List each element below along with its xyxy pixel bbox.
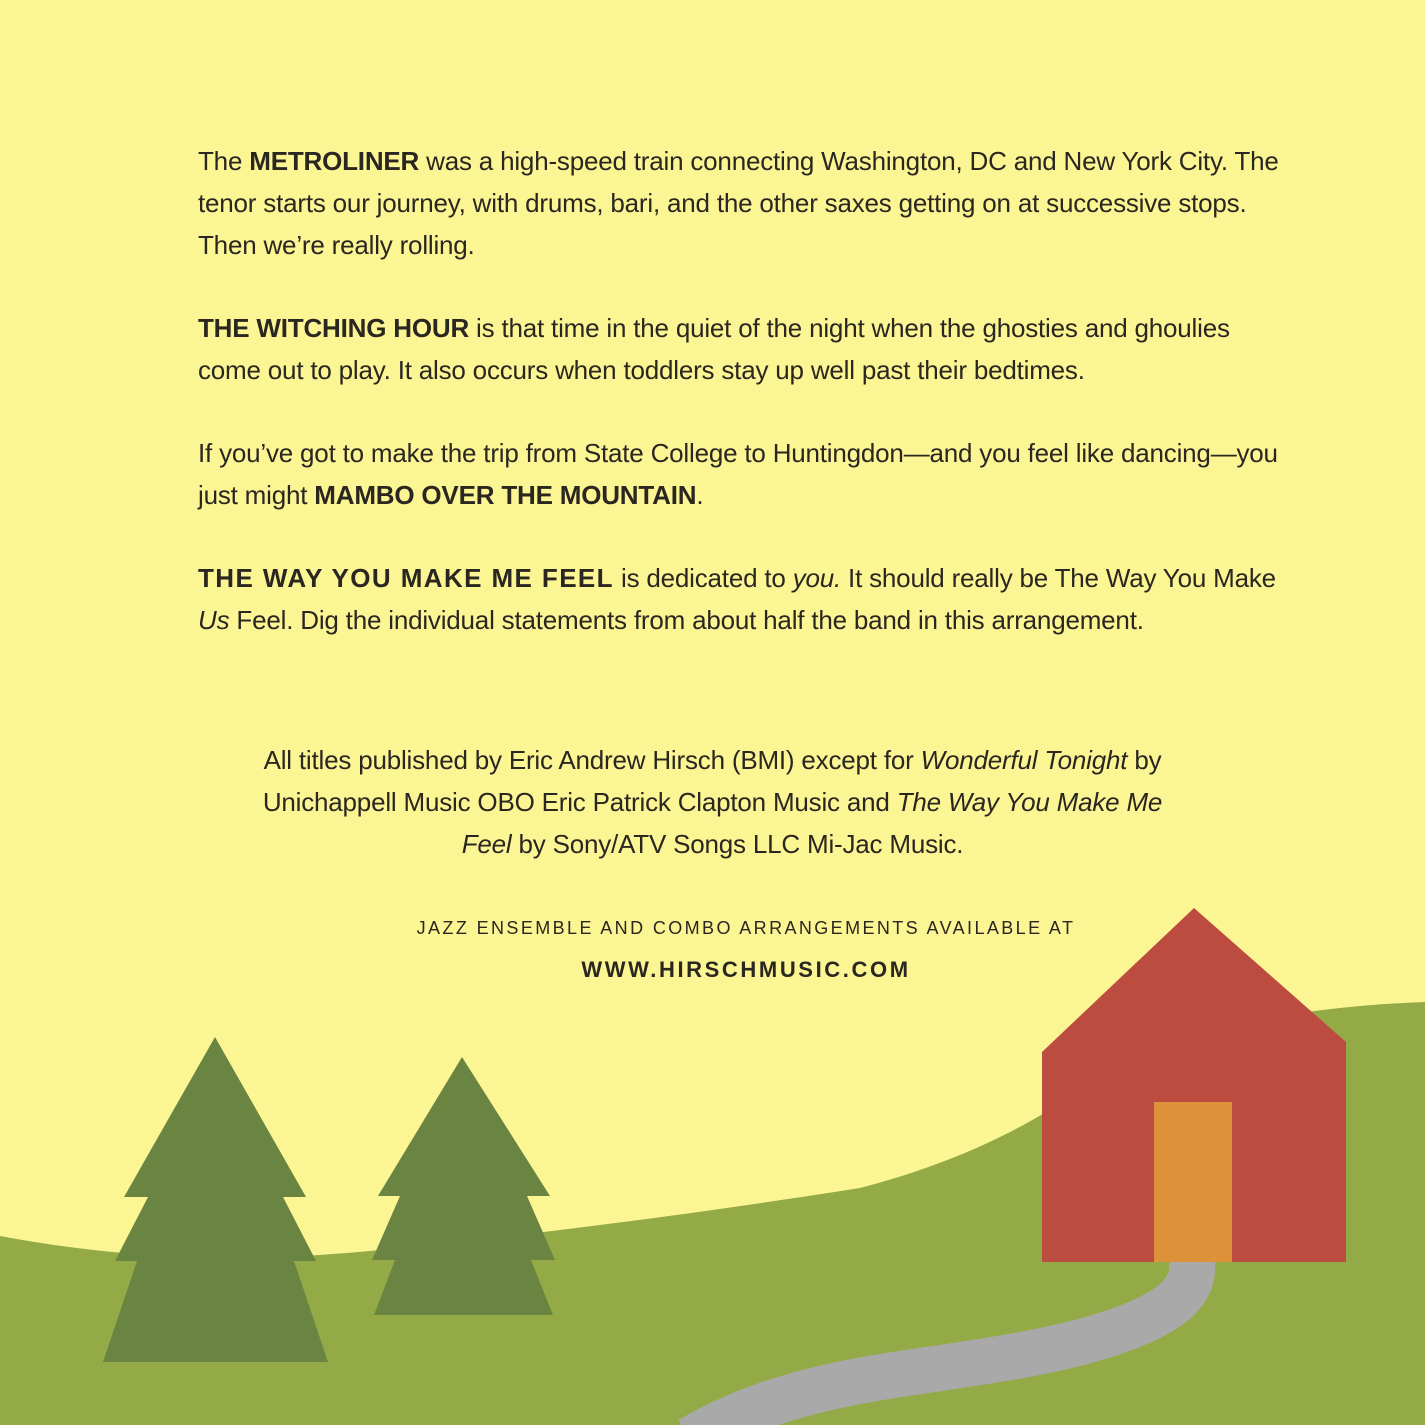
- credits-title: The Way You Make Me Feel: [461, 787, 1163, 859]
- note-witching-hour: [198, 307, 1293, 391]
- credits-text: by Sony/ATV Songs LLC Mi-Jac Music.: [511, 829, 964, 859]
- note-emphasis: you.: [792, 563, 842, 593]
- credits-title: Wonderful Tonight: [920, 745, 1128, 775]
- note-mambo: [198, 432, 1293, 516]
- note-text: .: [696, 480, 704, 510]
- note-emphasis: Us: [198, 605, 230, 635]
- arrangements-caption: JAZZ ENSEMBLE AND COMBO ARRANGEMENTS AVAILABLE AT: [416, 918, 1076, 938]
- note-text: It should really be The Way You Make: [841, 563, 1276, 593]
- credits-text: All titles published by Eric Andrew Hirsch (BMI) except for: [263, 745, 921, 775]
- note-text: is dedicated to: [613, 563, 793, 593]
- note-text: If you’ve got to make the trip from State College to Huntingdon—and you feel like dancing—you just might: [198, 438, 1278, 510]
- credits-text: by Unichappell Music OBO Eric Patrick Clapton Music and: [262, 745, 1162, 817]
- note-text: The: [198, 146, 250, 176]
- publishing-credits: [250, 739, 1175, 865]
- note-metroliner: [198, 140, 1293, 266]
- note-text: is that time in the quiet of the night when the ghosties and ghoulies come out to play. It also occurs when toddlers stay up well past their bedtimes.: [198, 313, 1230, 385]
- track-title: THE WITCHING HOUR: [198, 313, 470, 343]
- website-url[interactable]: WWW.HIRSCHMUSIC.COM: [581, 957, 911, 982]
- note-way-you-make-me-feel: [198, 557, 1293, 641]
- note-text: was a high-speed train connecting Washington, DC and New York City. The tenor starts our journey, with drums, bari, and the other saxes getting on at successive stops. Then we’re really rolling.: [198, 146, 1279, 260]
- track-notes: [198, 140, 1293, 682]
- track-title: MAMBO OVER THE MOUNTAIN: [314, 480, 697, 510]
- track-title: METROLINER: [249, 146, 420, 176]
- tree-left: [103, 1037, 328, 1362]
- track-title: THE WAY YOU MAKE ME FEEL: [198, 563, 614, 593]
- house-door: [1154, 1102, 1232, 1262]
- note-text: Feel. Dig the individual statements from about half the band in this arrangement.: [229, 605, 1144, 635]
- tree-right: [372, 1057, 555, 1315]
